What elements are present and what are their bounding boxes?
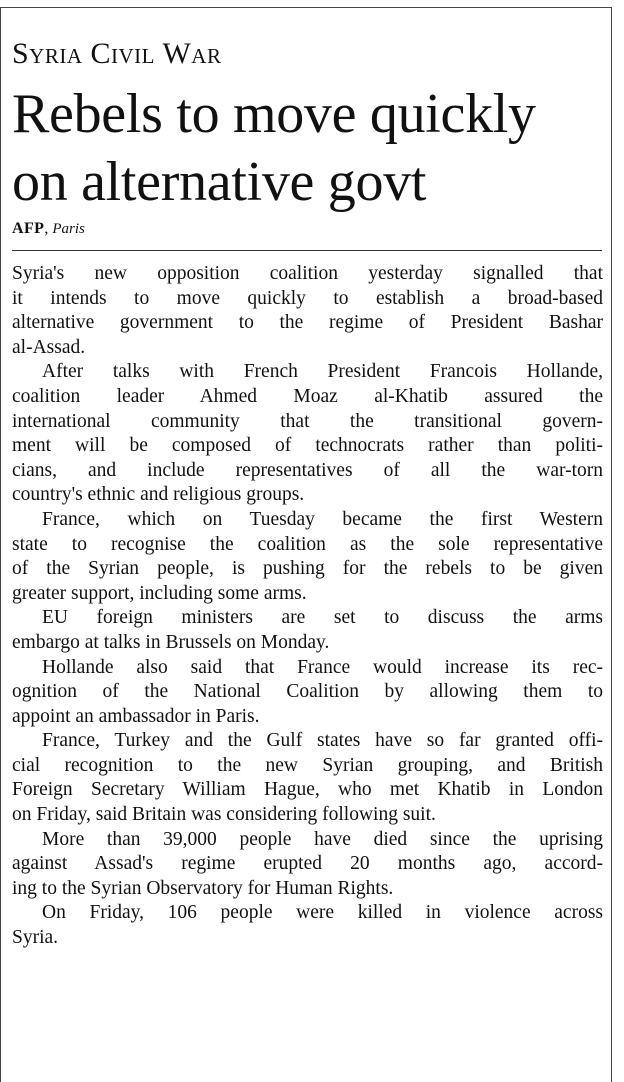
article-paragraph (12, 828, 603, 902)
paragraph-line: it intends to move quickly to establish a broad-based (12, 287, 603, 309)
paragraph-line: ognition of the National Coalition by allowing them to (12, 681, 603, 703)
paragraph-line: Hollande also said that France would increase its rec- (42, 656, 603, 678)
byline-divider (12, 250, 602, 251)
right-column-rule (611, 7, 612, 1082)
byline (12, 218, 85, 240)
byline-separator: , (44, 220, 49, 237)
article-paragraph (12, 508, 603, 606)
paragraph-line: cians, and include representatives of all the war-torn (12, 459, 603, 481)
headline-line-1: Rebels to move quickly (12, 83, 536, 145)
paragraph-line: cial recognition to the new Syrian grouping, and British (12, 754, 603, 776)
paragraph-line: against Assad's regime erupted 20 months ago, accord- (12, 853, 603, 875)
article-paragraph (12, 729, 603, 827)
paragraph-line: More than 39,000 people have died since the uprising (42, 828, 603, 850)
section-kicker: Syria Civil War (12, 37, 222, 70)
article-paragraph (12, 262, 603, 360)
paragraph-line: appoint an ambassador in Paris. (12, 705, 260, 727)
paragraph-line: international community that the transitional govern- (12, 410, 603, 432)
article-paragraph (12, 901, 603, 950)
top-border-rule (0, 7, 612, 8)
article-paragraph (12, 606, 603, 655)
byline-place: Paris (52, 221, 85, 237)
left-border-rule (0, 7, 1, 1082)
paragraph-line: alternative government to the regime of President Bashar (12, 312, 603, 334)
headline-line-2: on alternative govt (12, 151, 427, 213)
paragraph-line: greater support, including some arms. (12, 582, 307, 604)
paragraph-line: country's ethnic and religious groups. (12, 484, 305, 506)
article-paragraph (12, 360, 603, 508)
byline-agency: AFP (12, 220, 45, 237)
paragraph-line: France, which on Tuesday became the first Western (42, 508, 603, 530)
paragraph-line: state to recognise the coalition as the sole representative (12, 533, 603, 555)
paragraph-line: ing to the Syrian Observatory for Human Rights. (12, 877, 394, 899)
paragraph-line: embargo at talks in Brussels on Monday. (12, 631, 330, 653)
paragraph-line: France, Turkey and the Gulf states have so far granted offi- (42, 730, 603, 752)
article-paragraph (12, 656, 603, 730)
paragraph-line: After talks with French President Francois Hollande, (42, 361, 603, 383)
paragraph-line: ment will be composed of technocrats rather than politi- (12, 435, 603, 457)
paragraph-line: Syria's new opposition coalition yesterday signalled that (12, 263, 603, 284)
paragraph-line: of the Syrian people, is pushing for the rebels to be given (12, 558, 603, 580)
paragraph-line: coalition leader Ahmed Moaz al-Khatib assured the (12, 385, 603, 407)
headline (12, 80, 607, 216)
paragraph-line: on Friday, said Britain was considering following suit. (12, 804, 436, 826)
article-body (12, 262, 603, 951)
paragraph-line: On Friday, 106 people were killed in violence across (42, 902, 603, 924)
paragraph-line: al-Assad. (12, 336, 86, 358)
paragraph-line: Syria. (12, 927, 59, 949)
paragraph-line: EU foreign ministers are set to discuss the arms (42, 607, 603, 629)
paragraph-line: Foreign Secretary William Hague, who met Khatib in London (12, 779, 603, 801)
